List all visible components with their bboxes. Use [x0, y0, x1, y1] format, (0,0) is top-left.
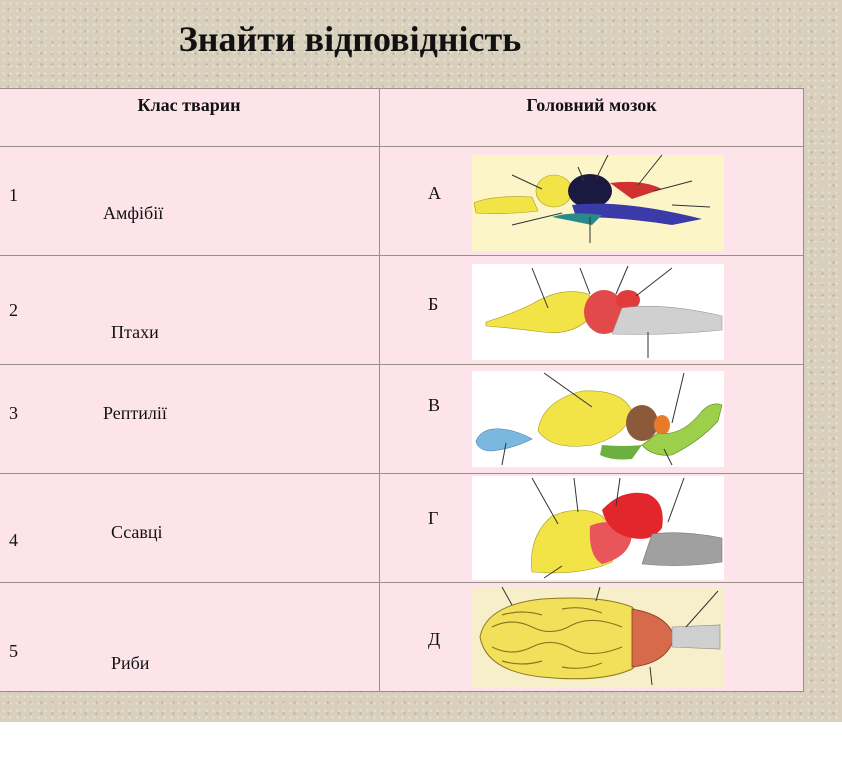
animal-name: Птахи: [111, 322, 159, 342]
brain-letter: Б: [428, 294, 439, 314]
brain-cell: [380, 147, 804, 256]
brain-cell: [380, 365, 804, 474]
bird-brain-image: [472, 264, 724, 360]
brain-letter: А: [428, 183, 441, 203]
class-cell: [0, 147, 380, 256]
row-number: 5: [9, 641, 18, 661]
row-number: 4: [9, 530, 18, 550]
animal-name: Риби: [111, 653, 150, 673]
brain-cell: [380, 474, 804, 583]
brain-letter: Д: [428, 629, 441, 649]
brain-image-d: [472, 587, 724, 687]
header-brain: Головний мозок: [380, 89, 804, 147]
reptile-brain-image: [472, 371, 724, 467]
row-number: 2: [9, 300, 18, 320]
animal-name: Амфібії: [103, 203, 164, 223]
class-cell: [0, 474, 380, 583]
table-row: [0, 583, 804, 692]
class-cell: [0, 256, 380, 365]
table-row: [0, 147, 804, 256]
row-number: 3: [9, 403, 18, 423]
class-cell: [0, 583, 380, 692]
header-animal-class: Клас тварин: [0, 89, 380, 147]
mammal-brain-image: [472, 476, 724, 580]
table-row: [0, 365, 804, 474]
brain-cell: [380, 583, 804, 692]
row-number: 1: [9, 185, 18, 205]
slide-title: Знайти відповідність: [178, 19, 522, 59]
brain-cell: [380, 256, 804, 365]
table-header-row: [0, 89, 804, 147]
class-cell: [0, 365, 380, 474]
animal-name: Ссавці: [111, 522, 163, 542]
matching-table: [0, 88, 804, 692]
brain-letter: В: [428, 395, 441, 415]
cropped-text-strip: [0, 745, 842, 780]
animal-name: Рептилії: [103, 403, 167, 423]
amphibian-brain-image: [472, 155, 724, 251]
brain-letter: Г: [428, 508, 439, 528]
table-row: [0, 474, 804, 583]
table-row: [0, 256, 804, 365]
